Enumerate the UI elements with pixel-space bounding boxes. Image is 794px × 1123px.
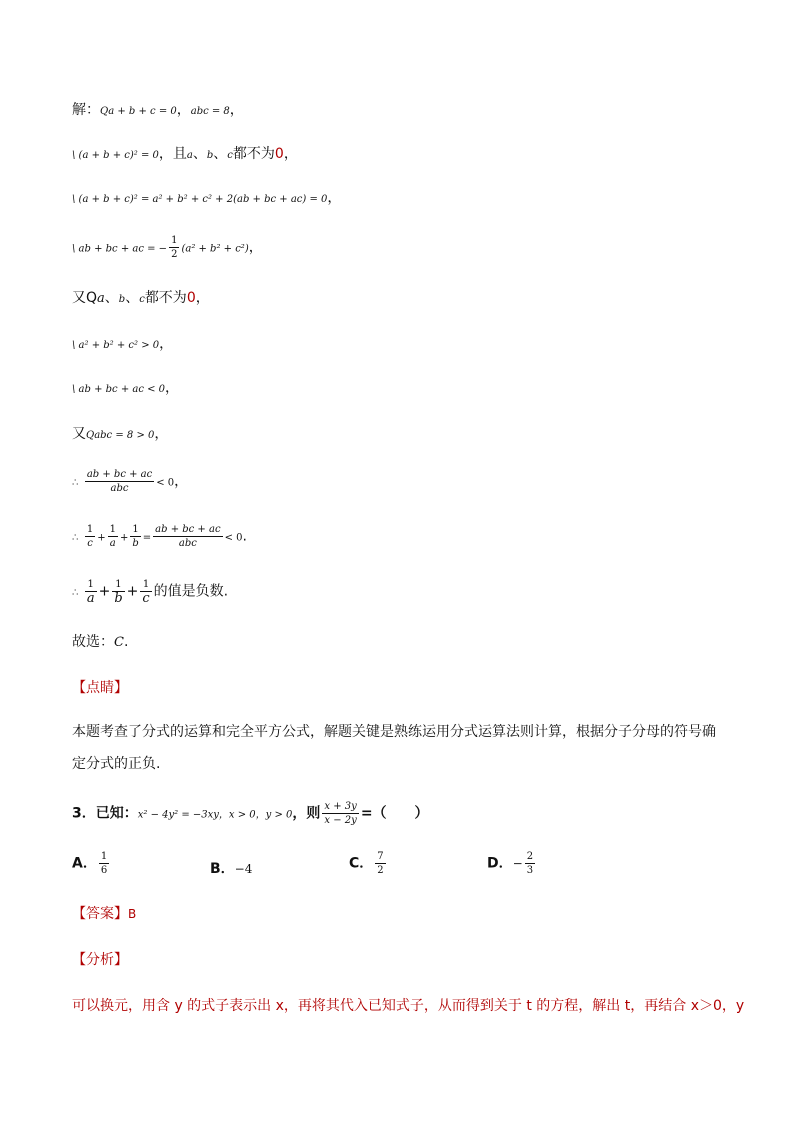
punct: ， xyxy=(195,290,210,306)
solution-line-4 xyxy=(72,234,263,261)
solution-line-9 xyxy=(72,468,188,495)
solution-line-7 xyxy=(72,378,179,400)
frac-den: 3 xyxy=(526,865,534,876)
punct: . xyxy=(242,528,247,545)
frac-num: 1 xyxy=(85,578,97,592)
option-b[interactable] xyxy=(210,858,252,878)
fraction-1-a xyxy=(108,523,118,550)
solution-line-2 xyxy=(72,144,298,166)
frac-den: c xyxy=(87,538,93,549)
inequality: < 0 xyxy=(156,477,175,489)
text: ，则 xyxy=(292,805,321,822)
text: 故选： xyxy=(72,634,114,650)
solution-label: 解： xyxy=(72,102,100,118)
separator: ， xyxy=(176,102,191,118)
frac-den: 6 xyxy=(100,865,108,876)
punct: 、 xyxy=(125,290,140,306)
solution-line-10 xyxy=(72,523,247,550)
fraction-1-a xyxy=(85,578,97,605)
option-label: B． xyxy=(210,861,235,877)
chosen-answer: C xyxy=(114,635,124,650)
option-value: −4 xyxy=(234,862,253,876)
var-b: b xyxy=(206,150,214,161)
therefore: ∴ xyxy=(72,477,79,489)
square-sum: \ (a + b + c)² = 0 xyxy=(72,150,159,161)
frac-num: 1 xyxy=(109,524,116,535)
squares-positive: \ a² + b² + c² > 0 xyxy=(72,340,160,351)
option-label: A． xyxy=(72,855,97,872)
var-c: c xyxy=(227,150,233,161)
blank: =（ ） xyxy=(360,805,429,822)
dianjing-body-line-2: 定分式的正负. xyxy=(72,756,161,772)
given-product: abc = 8 xyxy=(190,106,230,117)
frac-den: a xyxy=(109,538,116,549)
option-label: D． xyxy=(487,855,513,872)
frac-num: 1 xyxy=(86,524,94,535)
frac-den: a xyxy=(86,591,95,606)
frac-den: 2 xyxy=(377,865,384,876)
solution-line-5 xyxy=(72,288,210,310)
frac-den: abc xyxy=(110,483,129,494)
frac-num: 1 xyxy=(130,523,140,537)
lhs: \ ab + bc + ac = − xyxy=(72,243,168,255)
target-fraction xyxy=(322,800,358,827)
condition: x² − 4y² = −3xy，x > 0，y > 0 xyxy=(137,809,293,821)
frac-num: 1 xyxy=(112,578,124,592)
rhs: (a² + b² + c²) xyxy=(181,243,249,255)
zero: 0 xyxy=(186,290,196,306)
frac-num: ab + bc + ac xyxy=(155,524,221,535)
punct: ， xyxy=(229,102,244,118)
punct: 、 xyxy=(192,146,207,162)
solution-line-6 xyxy=(72,334,173,356)
frac-num: ab + bc + ac xyxy=(86,469,153,480)
minus-sign: − xyxy=(512,856,523,871)
question-number: 3．已知： xyxy=(72,805,138,822)
plus: + xyxy=(98,583,111,600)
fraction-ratio xyxy=(85,468,154,495)
frac-den: c xyxy=(142,591,150,606)
solution-line-11 xyxy=(72,578,228,605)
text: 都不为 xyxy=(232,146,275,162)
product-positive: Qabc = 8 > 0 xyxy=(86,430,155,441)
solution-line-8 xyxy=(72,424,168,446)
plus: + xyxy=(97,532,106,544)
frac-num: 1 xyxy=(140,578,151,592)
punct: ， xyxy=(159,336,174,352)
therefore: ∴ xyxy=(72,587,79,599)
fraction-1-b xyxy=(130,523,140,550)
dianjing-body-line-1: 本题考查了分式的运算和完全平方公式，解题关键是熟练运用分式运算法则计算，根据分子分母的符号确 xyxy=(72,724,716,740)
frac-den: x − 2y xyxy=(324,815,357,826)
option-value xyxy=(525,850,535,877)
text: ，且 xyxy=(158,146,187,162)
analysis-body: 可以换元，用含 y 的式子表示出 x，再将其代入已知式子，从而得到关于 t 的方程，解出 t，再结合 x＞0，y xyxy=(72,998,745,1014)
frac-num: 1 xyxy=(100,851,108,862)
option-c[interactable] xyxy=(349,850,388,877)
var-a: a xyxy=(186,150,193,161)
var-b: b xyxy=(118,294,126,305)
therefore: ∴ xyxy=(72,532,79,544)
option-value xyxy=(99,850,109,877)
frac-num: 1 xyxy=(171,235,178,246)
option-d[interactable] xyxy=(487,850,537,877)
answer-line xyxy=(72,904,136,924)
fraction-1-c xyxy=(140,578,151,605)
punct: ， xyxy=(283,146,298,162)
frac-num: 7 xyxy=(377,851,384,862)
fraction-half xyxy=(169,234,179,261)
text: 又Q xyxy=(72,290,98,306)
frac-den: abc xyxy=(178,538,197,549)
zero: 0 xyxy=(274,146,284,162)
fraction-1-b xyxy=(112,578,124,605)
solution-line-3 xyxy=(72,188,341,210)
solution-line-12 xyxy=(72,632,128,653)
text: 又 xyxy=(72,426,86,442)
option-label: C． xyxy=(349,855,374,872)
frac-num: x + 3y xyxy=(324,801,357,812)
punct: ， xyxy=(248,239,263,256)
expansion: \ (a + b + c)² = a² + b² + c² + 2(ab + bc + ac) = 0 xyxy=(72,194,328,205)
punct: ， xyxy=(154,426,169,442)
inequality: < 0 xyxy=(224,532,243,544)
sum-negative: \ ab + bc + ac < 0 xyxy=(72,384,166,395)
punct: ， xyxy=(327,190,342,206)
option-value xyxy=(375,850,385,877)
var-a: a xyxy=(97,291,105,306)
punct: ， xyxy=(165,380,180,396)
answer-heading: 【答案】 xyxy=(72,906,128,922)
frac-den: 2 xyxy=(171,249,178,260)
frac-den: b xyxy=(132,538,139,549)
fraction-1-c xyxy=(85,523,95,550)
analysis-heading: 【分析】 xyxy=(72,952,128,968)
dianjing-heading: 【点睛】 xyxy=(72,680,128,696)
solution-line-1 xyxy=(72,100,244,122)
answer-value: B xyxy=(128,907,137,921)
equals: = xyxy=(142,532,152,544)
fraction-ratio xyxy=(153,523,222,550)
punct: . xyxy=(123,634,129,650)
var-c: c xyxy=(139,294,145,305)
punct: 、 xyxy=(213,146,228,162)
frac-den: b xyxy=(114,591,123,606)
question-3 xyxy=(72,800,429,827)
text: 都不为 xyxy=(144,290,187,306)
option-a[interactable] xyxy=(72,850,111,877)
punct: ， xyxy=(174,473,189,490)
frac-num: 2 xyxy=(526,851,534,862)
plus: + xyxy=(119,532,129,544)
plus: + xyxy=(126,583,139,600)
punct: 、 xyxy=(104,290,119,306)
conclusion: 的值是负数. xyxy=(153,583,229,600)
given-sum: Qa + b + c = 0 xyxy=(100,106,177,117)
